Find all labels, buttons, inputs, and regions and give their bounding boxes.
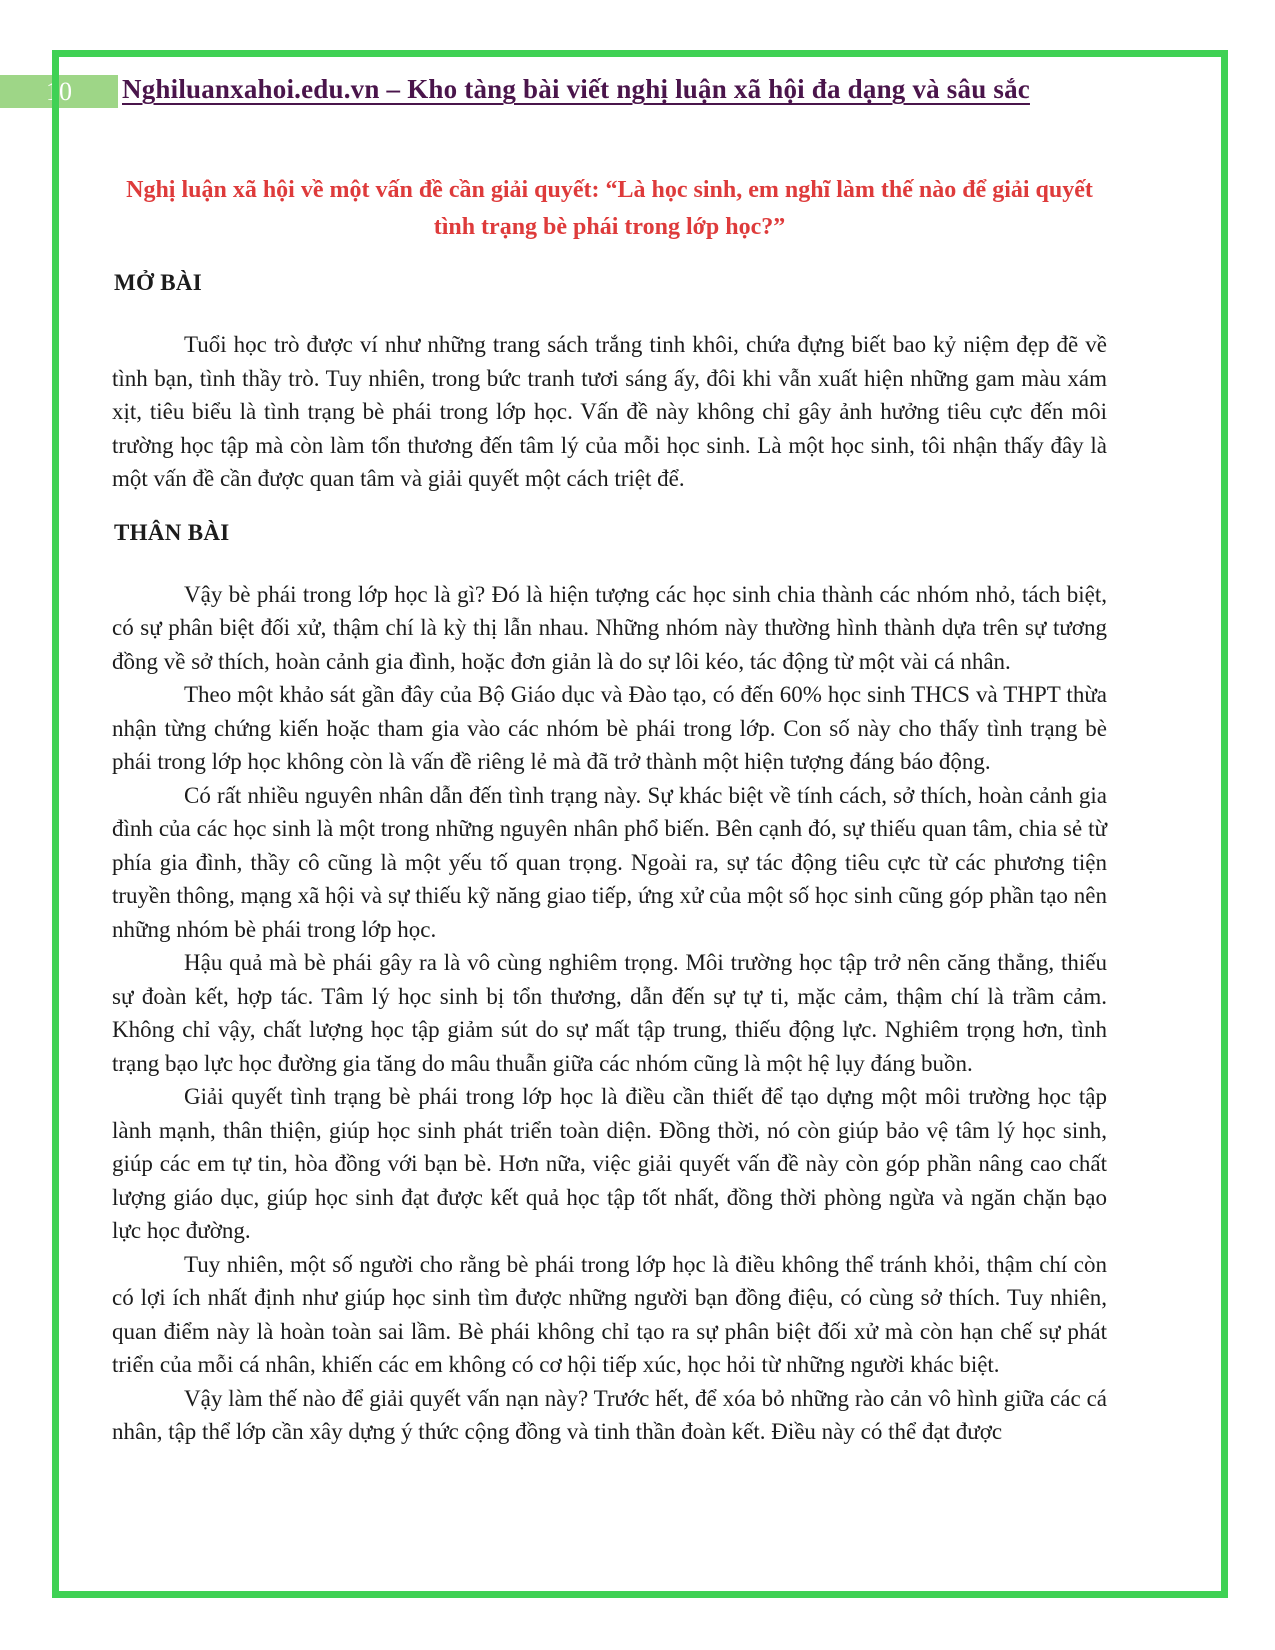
page-number: 10 (46, 77, 72, 106)
essay-paragraph: Vậy làm thế nào để giải quyết vấn nạn này? Trước hết, để xóa bỏ những rào cản vô hình giữa các cá nhân, tập thể lớp cần xây dựng ý thức cộng đồng và tinh thần đoàn kết. Điều này có thể đạt được (112, 1385, 1107, 1444)
essay-title: Nghị luận xã hội về một vấn đề cần giải quyết: “Là học sinh, em nghĩ làm thế nào để giải quyết tình trạng bè phái trong lớp học?” (126, 177, 1093, 240)
page-number-badge (0, 75, 118, 108)
essay-paragraph: Theo một khảo sát gần đây của Bộ Giáo dục và Đào tạo, có đến 60% học sinh THCS và THPT thừa nhận từng chứng kiến hoặc tham gia vào các nhóm bè phái trong lớp. Con số này cho thấy tình trạng bè phái trong lớp học không còn là vấn đề riêng lẻ mà đã trở thành một hiện tượng đáng báo động. (112, 682, 1107, 774)
section-heading-than-bai: THÂN BÀI (114, 519, 230, 545)
essay-paragraph: Hậu quả mà bè phái gây ra là vô cùng nghiêm trọng. Môi trường học tập trở nên căng thẳng, thiếu sự đoàn kết, hợp tác. Tâm lý học sinh bị tổn thương, dẫn đến sự tự ti, mặc cảm, thậm chí là trầm cảm. Không chỉ vậy, chất lượng học tập giảm sút do sự mất tập trung, thiếu động lực. Nghiêm trọng hơn, tình trạng bạo lực học đường gia tăng do mâu thuẫn giữa các nhóm cũng là một hệ lụy đáng buồn. (112, 950, 1107, 1076)
essay-paragraph: Có rất nhiều nguyên nhân dẫn đến tình trạng này. Sự khác biệt về tính cách, sở thích, hoàn cảnh gia đình của các học sinh là một trong những nguyên nhân phổ biến. Bên cạnh đó, sự thiếu quan tâm, chia sẻ từ phía gia đình, thầy cô cũng là một yếu tố quan trọng. Ngoài ra, sự tác động tiêu cực từ các phương tiện truyền thông, mạng xã hội và sự thiếu kỹ năng giao tiếp, ứng xử của một số học sinh cũng góp phần tạo nên những nhóm bè phái trong lớp học. (112, 782, 1107, 942)
section-heading-mo-bai: MỞ BÀI (114, 270, 203, 295)
essay-paragraph: Vậy bè phái trong lớp học là gì? Đó là hiện tượng các học sinh chia thành các nhóm nhỏ, tách biệt, có sự phân biệt đối xử, thậm chí là kỳ thị lẫn nhau. Những nhóm này thường hình thành dựa trên sự tương đồng về sở thích, hoàn cảnh gia đình, hoặc đơn giản là do sự lôi kéo, tác động từ một vài cá nhân. (112, 581, 1107, 674)
essay-paragraph: Giải quyết tình trạng bè phái trong lớp học là điều cần thiết để tạo dựng một môi trường học tập lành mạnh, thân thiện, giúp học sinh phát triển toàn diện. Đồng thời, nó còn giúp bảo vệ tâm lý học sinh, giúp các em tự tin, hòa đồng với bạn bè. Hơn nữa, việc giải quyết vấn đề này còn góp phần nâng cao chất lượng giáo dục, giúp học sinh đạt được kết quả học tập tốt nhất, đồng thời phòng ngừa và ngăn chặn bạo lực học đường. (112, 1084, 1107, 1243)
essay-paragraph: Tuy nhiên, một số người cho rằng bè phái trong lớp học là điều không thể tránh khỏi, thậm chí còn có lợi ích nhất định như giúp học sinh tìm được những người bạn đồng điệu, có cùng sở thích. Tuy nhiên, quan điểm này là hoàn toàn sai lầm. Bè phái không chỉ tạo ra sự phân biệt đối xử mà còn hạn chế sự phát triển của mỗi cá nhân, khiến các em không có cơ hội tiếp xúc, học hỏi từ những người khác biệt. (112, 1251, 1107, 1377)
essay-content (112, 168, 1107, 1449)
essay-paragraph: Tuổi học trò được ví như những trang sách trắng tinh khôi, chứa đựng biết bao kỷ niệm đẹp đẽ về tình bạn, tình thầy trò. Tuy nhiên, trong bức tranh tươi sáng ấy, đôi khi vẫn xuất hiện những gam màu xám xịt, tiêu biểu là tình trạng bè phái trong lớp học. Vấn đề này không chỉ gây ảnh hưởng tiêu cực đến môi trường học tập mà còn làm tổn thương đến tâm lý của mỗi học sinh. Là một học sinh, tôi nhận thấy đây là một vấn đề cần được quan tâm và giải quyết một cách triệt để. (112, 332, 1107, 491)
site-header-title: Nghiluanxahoi.edu.vn – Kho tàng bài viết nghị luận xã hội đa dạng và sâu sắc (122, 74, 1030, 104)
